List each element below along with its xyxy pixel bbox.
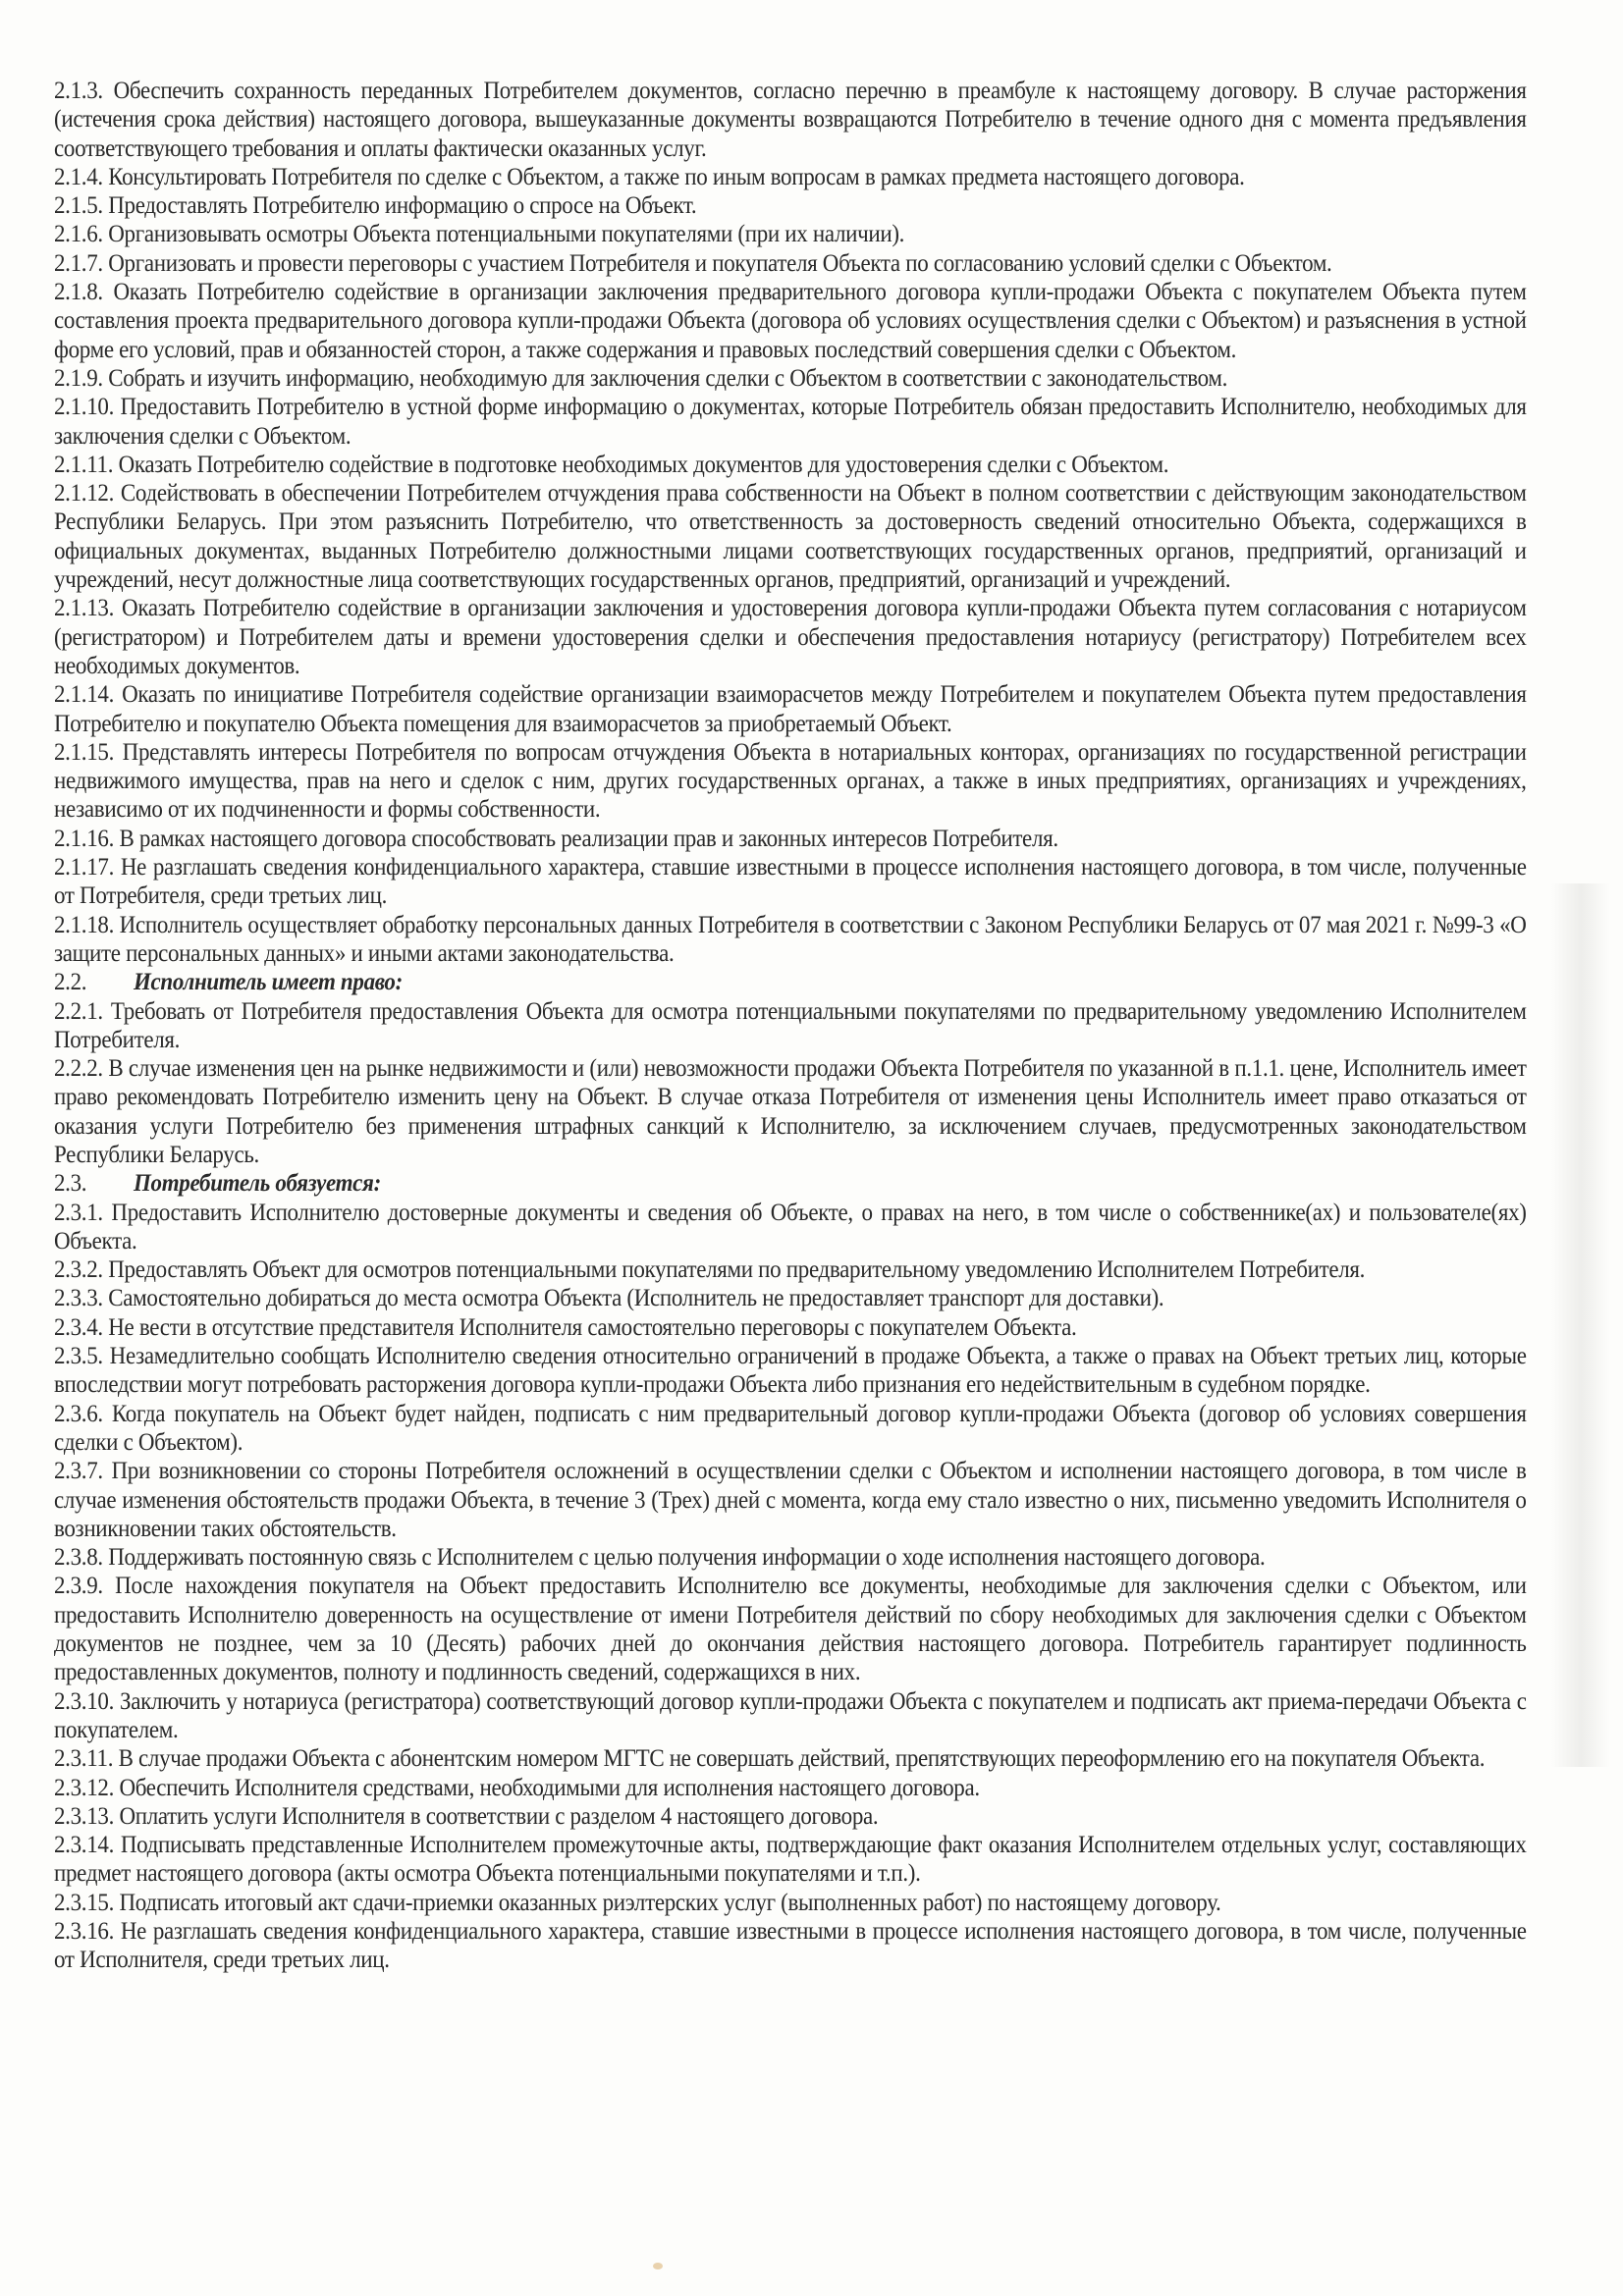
clause-text: Требовать от Потребителя предоставления Объекта для осмотра потенциальными покупателями по предварительному уведомлению Исполнителем Потребителя. [54, 997, 1527, 1053]
clause-number: 2.1.4. [54, 163, 103, 190]
clause-paragraph [54, 1917, 1527, 1975]
clause-text: Поддерживать постоянную связь с Исполнителем с целью получения информации о ходе исполнения настоящего договора. [108, 1544, 1266, 1572]
section-heading-2-3 [54, 1169, 1527, 1198]
clause-number: 2.1.10. [54, 394, 115, 421]
document-page [54, 77, 1527, 1975]
clause-number: 2.3.13. [54, 1802, 115, 1830]
clause-paragraph [54, 1831, 1527, 1889]
clause-paragraph [54, 594, 1527, 680]
clause-text: Оплатить услуги Исполнителя в соответствии с разделом 4 настоящего договора. [119, 1802, 879, 1830]
clause-number: 2.1.17. [54, 854, 115, 881]
clause-text: В рамках настоящего договора способствовать реализации прав и законных интересов Потребителя. [119, 825, 1058, 852]
clause-paragraph [54, 738, 1527, 825]
clause-number: 2.1.15. [54, 738, 115, 766]
clause-group-2-2 [54, 997, 1527, 1170]
clause-paragraph [54, 77, 1527, 163]
clause-text: Не разглашать сведения конфиденциального характера, ставшие известными в процессе исполнения настоящего договора, в том числе, полученные от Исполнителя, среди третьих лиц. [54, 1918, 1527, 1974]
section-number: 2.2. [54, 969, 87, 996]
clause-paragraph [54, 1255, 1527, 1284]
clause-number: 2.1.7. [54, 249, 103, 277]
clause-paragraph [54, 364, 1527, 393]
clause-paragraph [54, 249, 1527, 278]
clause-text: Самостоятельно добираться до места осмотра Объекта (Исполнитель не предоставляет транспорт для доставки). [108, 1285, 1164, 1312]
clause-number: 2.3.10. [54, 1687, 115, 1715]
clause-number: 2.3.8. [54, 1544, 103, 1572]
scan-shadow [1551, 883, 1610, 1767]
clause-number: 2.2.1. [54, 997, 103, 1025]
clause-paragraph [54, 1802, 1527, 1831]
clause-text: Оказать Потребителю содействие в подготовке необходимых документов для удостоверения сделки с Объектом. [118, 451, 1169, 478]
clause-number: 2.1.12. [54, 480, 115, 507]
clause-paragraph [54, 1687, 1527, 1745]
clause-text: Обеспечить Исполнителя средствами, необходимыми для исполнения настоящего договора. [119, 1774, 980, 1801]
clause-text: Предоставить Потребителю в устной форме информацию о документах, которые Потребитель обязан предоставить Исполнителю, необходимых для заключения сделки с Объектом. [54, 394, 1527, 450]
clause-paragraph [54, 1543, 1527, 1572]
clause-number: 2.1.9. [54, 364, 103, 392]
clause-paragraph [54, 825, 1527, 853]
clause-text: Содействовать в обеспечении Потребителем отчуждения права собственности на Объект в полном соответствии с действующим законодательством Республики Беларусь. При этом разъяснить Потребителю, что ответственность за достоверность сведений относительно Объекта, содержащихся в официальных документах, выданных Потребителю должностными лицами соответствующих государственных органов, предприятий, организаций и учреждений, несут должностные лица соответствующих государственных органов, предприятий, организаций и учреждений. [54, 480, 1527, 594]
clause-paragraph [54, 1284, 1527, 1312]
clause-paragraph [54, 393, 1527, 451]
clause-text: Не вести в отсутствие представителя Исполнителя самостоятельно переговоры с покупателем Объекта. [108, 1313, 1077, 1341]
section-number: 2.3. [54, 1170, 87, 1198]
paper-stain [653, 2263, 663, 2269]
clause-text: В случае продажи Объекта с абонентским номером МГТС не совершать действий, препятствующих переоформлению его на покупателя Объекта. [118, 1745, 1486, 1773]
clause-text: Подписывать представленные Исполнителем промежуточные акты, подтверждающие факт оказания Исполнителем отдельных услуг, составляющих предмет настоящего договора (акты осмотра Объекта потенциальными покупателями и т.п.). [54, 1832, 1527, 1888]
clause-text: Предоставить Исполнителю достоверные документы и сведения об Объекте, о правах на него, в том числе о собственнике(ах) и пользователе(ях) Объекта. [54, 1199, 1527, 1255]
clause-number: 2.3.6. [54, 1400, 103, 1427]
clause-number: 2.3.16. [54, 1918, 115, 1945]
clause-group-2-1 [54, 77, 1527, 968]
clause-number: 2.3.12. [54, 1774, 115, 1801]
clause-text: Подписать итоговый акт сдачи-приемки оказанных риэлтерских услуг (выполненных работ) по настоящему договору. [119, 1889, 1221, 1916]
clause-number: 2.1.13. [54, 595, 115, 622]
clause-number: 2.3.2. [54, 1256, 103, 1284]
clause-paragraph [54, 911, 1527, 969]
clause-paragraph [54, 1199, 1527, 1256]
clause-paragraph [54, 1572, 1527, 1686]
clause-text: После нахождения покупателя на Объект предоставить Исполнителю все документы, необходимые для заключения сделки с Объектом, или предоставить Исполнителю доверенность на осуществление от имени Потребителя действий по сбору необходимых для заключения сделки с Объектом документов не позднее, чем за 10 (Десять) рабочих дней до окончания действия настоящего договора. Потребитель гарантирует подлинность предоставленных документов, полноту и подлинность сведений, содержащихся в них. [54, 1573, 1527, 1686]
clause-paragraph [54, 1342, 1527, 1400]
clause-paragraph [54, 1054, 1527, 1169]
clause-text: Консультировать Потребителя по сделке с Объектом, а также по иным вопросам в рамках предмета настоящего договора. [108, 163, 1245, 190]
clause-paragraph [54, 1400, 1527, 1458]
clause-text: Оказать Потребителю содействие в организации заключения предварительного договора купли-продажи Объекта с покупателем Объекта путем составления проекта предварительного договора купли-продажи Объекта (договора об условиях осуществления сделки с Объектом) и разъяснения в устной форме его условий, прав и обязанностей сторон, а также содержания и правовых последствий совершения сделки с Объектом. [54, 279, 1527, 363]
clause-text: Незамедлительно сообщать Исполнителю сведения относительно ограничений в продаже Объекта, а также о правах на Объект третьих лиц, которые впоследствии могут потребовать расторжения договора купли-продажи Объекта либо признания его недействительным в судебном порядке. [54, 1343, 1527, 1399]
clause-paragraph [54, 163, 1527, 191]
clause-text: Оказать по инициативе Потребителя содействие организации взаиморасчетов между Потребителем и покупателем Объекта путем предоставления Потребителю и покупателю Объекта помещения для взаиморасчетов за приобретаемый Объект. [54, 681, 1527, 737]
clause-paragraph [54, 853, 1527, 911]
clause-paragraph [54, 997, 1527, 1055]
section-title: Потребитель обязуется: [133, 1170, 381, 1198]
clause-number: 2.3.5. [54, 1343, 103, 1370]
clause-number: 2.3.9. [54, 1573, 103, 1600]
clause-text: В случае изменения цен на рынке недвижимости и (или) невозможности продажи Объекта Потребителя по указанной в п.1.1. цене, Исполнитель имеет право рекомендовать Потребителю изменить цену на Объект. В случае отказа Потребителя от изменения цены Исполнитель имеет право отказаться от оказания услуги Потребителю без применения штрафных санкций к Исполнителю, за исключением случаев, предусмотренных законодательством Республики Беларусь. [54, 1055, 1527, 1168]
clause-text: Представлять интересы Потребителя по вопросам отчуждения Объекта в нотариальных конторах, организациях по государственной регистрации недвижимого имущества, прав на него и сделок с ним, других государственных органах, а также в иных предприятиях, организациях и учреждениях, независимо от их подчиненности и формы собственности. [54, 738, 1527, 824]
clause-number: 2.1.5. [54, 192, 103, 220]
clause-text: Когда покупатель на Объект будет найден, подписать с ним предварительный договор купли-продажи Объекта (договор об условиях совершения сделки с Объектом). [54, 1400, 1527, 1456]
clause-paragraph [54, 278, 1527, 364]
clause-number: 2.3.3. [54, 1285, 103, 1312]
clause-group-2-3 [54, 1199, 1527, 1975]
clause-paragraph [54, 1774, 1527, 1802]
clause-text: При возникновении со стороны Потребителя осложнений в осуществлении сделки с Объектом и исполнении настоящего договора, в том числе в случае изменения обстоятельств продажи Объекта, в течение 3 (Трех) дней с момента, когда ему стало известно о них, письменно уведомить Исполнителя о возникновении таких обстоятельств. [54, 1458, 1527, 1542]
clause-paragraph [54, 220, 1527, 248]
clause-text: Оказать Потребителю содействие в организации заключения и удостоверения договора купли-продажи Объекта путем согласования с нотариусом (регистратором) и Потребителем даты и времени удостоверения сделки и обеспечения предоставления нотариусу (регистратору) Потребителем всех необходимых документов. [54, 595, 1527, 679]
clause-number: 2.1.14. [54, 681, 115, 709]
clause-text: Обеспечить сохранность переданных Потребителем документов, согласно перечню в преамбуле к настоящему договору. В случае расторжения (истечения срока действия) настоящего договора, вышеуказанные документы возвращаются Потребителю в течение одного дня с момента предъявления соответствующего требования и оплаты фактически оказанных услуг. [54, 78, 1527, 162]
clause-number: 2.3.15. [54, 1889, 115, 1916]
clause-paragraph [54, 191, 1527, 220]
clause-number: 2.2.2. [54, 1055, 103, 1083]
clause-text: Исполнитель осуществляет обработку персональных данных Потребителя в соответствии с Законом Республики Беларусь от 07 мая 2021 г. №99-3 «О защите персональных данных» и иными актами законодательства. [54, 911, 1527, 967]
clause-paragraph [54, 1889, 1527, 1917]
clause-number: 2.3.7. [54, 1458, 103, 1485]
clause-number: 2.1.3. [54, 78, 103, 104]
clause-number: 2.1.11. [54, 451, 114, 478]
clause-text: Заключить у нотариуса (регистратора) соответствующий договор купли-продажи Объекта с покупателем и подписать акт приема-передачи Объекта с покупателем. [54, 1687, 1527, 1743]
clause-text: Организовывать осмотры Объекта потенциальными покупателями (при их наличии). [108, 221, 905, 248]
clause-paragraph [54, 479, 1527, 594]
clause-paragraph [54, 680, 1527, 738]
clause-number: 2.1.6. [54, 221, 103, 248]
clause-text: Предоставлять Потребителю информацию о спросе на Объект. [108, 192, 697, 220]
clause-text: Собрать и изучить информацию, необходимую для заключения сделки с Объектом в соответствии с законодательством. [108, 364, 1228, 392]
clause-number: 2.3.11. [54, 1745, 114, 1773]
clause-text: Не разглашать сведения конфиденциального характера, ставшие известными в процессе исполнения настоящего договора, в том числе, полученные от Потребителя, среди третьих лиц. [54, 854, 1527, 910]
clause-paragraph [54, 1744, 1527, 1773]
clause-text: Организовать и провести переговоры с участием Потребителя и покупателя Объекта по согласованию условий сделки с Объектом. [108, 249, 1332, 277]
clause-paragraph [54, 451, 1527, 479]
clause-number: 2.1.18. [54, 911, 115, 938]
clause-number: 2.3.4. [54, 1313, 103, 1341]
clause-paragraph [54, 1313, 1527, 1342]
clause-paragraph [54, 1457, 1527, 1543]
clause-number: 2.1.8. [54, 279, 103, 306]
section-heading-2-2 [54, 968, 1527, 996]
section-title: Исполнитель имеет право: [133, 969, 403, 996]
clause-number: 2.3.14. [54, 1832, 115, 1859]
clause-number: 2.3.1. [54, 1199, 103, 1226]
clause-text: Предоставлять Объект для осмотров потенциальными покупателями по предварительному уведомлению Исполнителем Потребителя. [108, 1256, 1366, 1284]
clause-number: 2.1.16. [54, 825, 115, 852]
